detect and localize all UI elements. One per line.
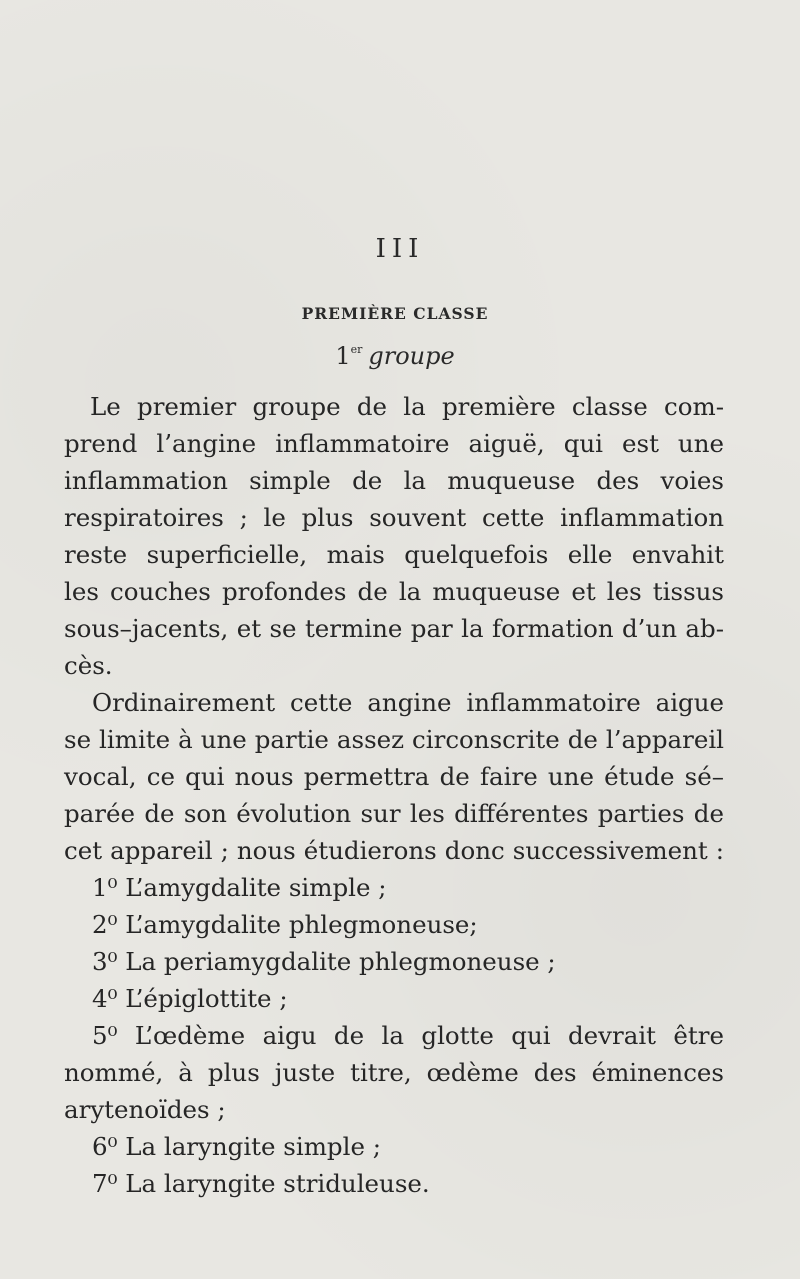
paragraph-line: prend l’angine inflammatoire aiguë, qui est une — [64, 429, 724, 458]
paragraph-line: les couches profondes de la muqueuse et les tissus — [64, 577, 724, 606]
group-number-suffix: er — [350, 343, 363, 356]
list-item: 6⁰ La laryngite simple ; — [92, 1132, 381, 1161]
paragraph-line: sous–jacents, et se termine par la formation d’un ab- — [64, 614, 724, 643]
class-title: PREMIÈRE CLASSE — [301, 304, 489, 323]
list-item-continuation: arytenoïdes ; — [64, 1095, 226, 1124]
paragraph-line: reste superficielle, mais quelquefois elle envahit — [64, 540, 724, 569]
paragraph-line: se limite à une partie assez circonscrite de l’appareil — [64, 725, 724, 754]
list-item: 2⁰ L’amygdalite phlegmoneuse; — [92, 910, 478, 939]
paragraph-line: cès. — [64, 651, 113, 680]
list-item: 3⁰ La periamygdalite phlegmoneuse ; — [92, 947, 556, 976]
list-item: 5⁰ L’œdème aigu de la glotte qui devrait être — [92, 1021, 724, 1050]
paragraph-line: Ordinairement cette angine inflammatoire aigue — [92, 688, 724, 717]
section-number: III — [375, 234, 425, 264]
group-word: groupe — [368, 342, 455, 370]
list-item: 7⁰ La laryngite striduleuse. — [92, 1169, 430, 1198]
group-number: 1 — [335, 342, 351, 370]
paragraph-line: cet appareil ; nous étudierons donc successivement : — [64, 836, 724, 865]
paragraph-line: parée de son évolution sur les différentes parties de — [64, 799, 724, 828]
paragraph-line: respiratoires ; le plus souvent cette inflammation — [64, 503, 724, 532]
paragraph-line: inflammation simple de la muqueuse des voies — [64, 466, 724, 495]
group-title — [0, 342, 790, 370]
list-item: 4⁰ L’épiglottite ; — [92, 984, 288, 1013]
paragraph-line: Le premier groupe de la première classe com- — [90, 392, 724, 421]
paragraph-line: vocal, ce qui nous permettra de faire une étude sé– — [64, 762, 724, 791]
list-item: 1⁰ L’amygdalite simple ; — [92, 873, 387, 902]
list-item-continuation: nommé, à plus juste titre, œdème des éminences — [64, 1058, 724, 1087]
